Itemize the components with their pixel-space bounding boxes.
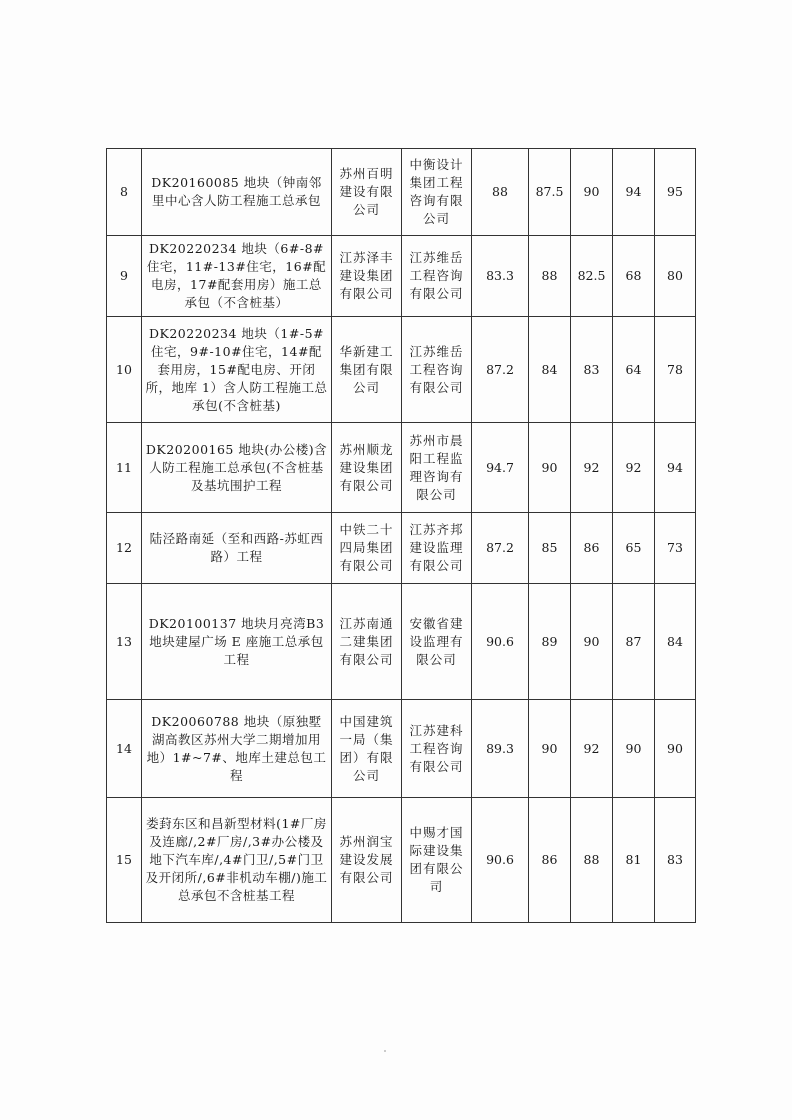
supervisor-name: 中衡设计集团工程咨询有限公司 (402, 149, 472, 236)
score-1: 83.3 (472, 236, 529, 317)
score-5: 83 (655, 798, 696, 923)
row-number: 14 (107, 700, 142, 798)
score-3: 92 (571, 423, 613, 513)
contractor-name: 华新建工集团有限公司 (332, 317, 402, 423)
project-name: 娄葑东区和昌新型材料(1#厂房及连廊/,2#厂房/,3#办公楼及地下汽车库/,4#门卫/,5#门卫及开闭所/,6#非机动车棚/)施工总承包不含桩基工程 (142, 798, 332, 923)
row-number: 9 (107, 236, 142, 317)
score-5: 94 (655, 423, 696, 513)
contractor-name: 江苏泽丰建设集团有限公司 (332, 236, 402, 317)
scan-speck (384, 1050, 386, 1052)
score-2: 87.5 (529, 149, 571, 236)
score-1: 94.7 (472, 423, 529, 513)
row-number: 11 (107, 423, 142, 513)
score-2: 90 (529, 700, 571, 798)
project-name: DK20200165 地块(办公楼)含人防工程施工总承包(不含桩基及基坑围护工程 (142, 423, 332, 513)
score-3: 82.5 (571, 236, 613, 317)
score-3: 88 (571, 798, 613, 923)
score-2: 84 (529, 317, 571, 423)
score-5: 84 (655, 584, 696, 700)
supervisor-name: 安徽省建设监理有限公司 (402, 584, 472, 700)
score-2: 85 (529, 513, 571, 584)
contractor-name: 苏州百明建设有限公司 (332, 149, 402, 236)
project-name: 陆泾路南延（至和西路-苏虹西路）工程 (142, 513, 332, 584)
score-1: 87.2 (472, 513, 529, 584)
score-4: 90 (613, 700, 655, 798)
row-number: 10 (107, 317, 142, 423)
table-row (107, 513, 696, 584)
score-5: 78 (655, 317, 696, 423)
project-name: DK20160085 地块（钟南邻里中心含人防工程施工总承包 (142, 149, 332, 236)
row-number: 13 (107, 584, 142, 700)
score-5: 95 (655, 149, 696, 236)
table-row (107, 149, 696, 236)
supervisor-name: 江苏维岳工程咨询有限公司 (402, 236, 472, 317)
score-3: 90 (571, 584, 613, 700)
score-3: 92 (571, 700, 613, 798)
contractor-name: 江苏南通二建集团有限公司 (332, 584, 402, 700)
supervisor-name: 中赐才国际建设集团有限公司 (402, 798, 472, 923)
evaluation-table (106, 148, 696, 923)
contractor-name: 中铁二十四局集团有限公司 (332, 513, 402, 584)
score-4: 65 (613, 513, 655, 584)
table-row (107, 584, 696, 700)
score-2: 88 (529, 236, 571, 317)
row-number: 15 (107, 798, 142, 923)
score-3: 86 (571, 513, 613, 584)
score-4: 94 (613, 149, 655, 236)
score-2: 90 (529, 423, 571, 513)
row-number: 8 (107, 149, 142, 236)
score-5: 73 (655, 513, 696, 584)
score-5: 80 (655, 236, 696, 317)
score-1: 89.3 (472, 700, 529, 798)
row-number: 12 (107, 513, 142, 584)
table-row (107, 798, 696, 923)
score-1: 90.6 (472, 584, 529, 700)
table-row (107, 423, 696, 513)
project-name: DK20220234 地块（6#-8#住宅，11#-13#住宅，16#配电房，17#配套用房）施工总承包（不含桩基） (142, 236, 332, 317)
table-row (107, 700, 696, 798)
score-4: 68 (613, 236, 655, 317)
score-1: 88 (472, 149, 529, 236)
score-5: 90 (655, 700, 696, 798)
supervisor-name: 苏州市晨阳工程监理咨询有限公司 (402, 423, 472, 513)
table-row (107, 236, 696, 317)
score-1: 87.2 (472, 317, 529, 423)
score-2: 89 (529, 584, 571, 700)
supervisor-name: 江苏维岳工程咨询有限公司 (402, 317, 472, 423)
project-name: DK20220234 地块（1#-5#住宅，9#-10#住宅，14#配套用房，15#配电房、开闭所，地库 1）含人防工程施工总承包(不含桩基) (142, 317, 332, 423)
score-1: 90.6 (472, 798, 529, 923)
score-3: 83 (571, 317, 613, 423)
supervisor-name: 江苏齐邦建设监理有限公司 (402, 513, 472, 584)
supervisor-name: 江苏建科工程咨询有限公司 (402, 700, 472, 798)
score-4: 64 (613, 317, 655, 423)
score-4: 81 (613, 798, 655, 923)
project-name: DK20060788 地块（原独墅湖高教区苏州大学二期增加用地）1#~7#、地库土建总包工程 (142, 700, 332, 798)
score-4: 92 (613, 423, 655, 513)
contractor-name: 苏州润宝建设发展有限公司 (332, 798, 402, 923)
contractor-name: 苏州顺龙建设集团有限公司 (332, 423, 402, 513)
score-3: 90 (571, 149, 613, 236)
project-name: DK20100137 地块月亮湾B3 地块建屋广场 E 座施工总承包工程 (142, 584, 332, 700)
score-2: 86 (529, 798, 571, 923)
score-4: 87 (613, 584, 655, 700)
table-row (107, 317, 696, 423)
contractor-name: 中国建筑一局（集团）有限公司 (332, 700, 402, 798)
